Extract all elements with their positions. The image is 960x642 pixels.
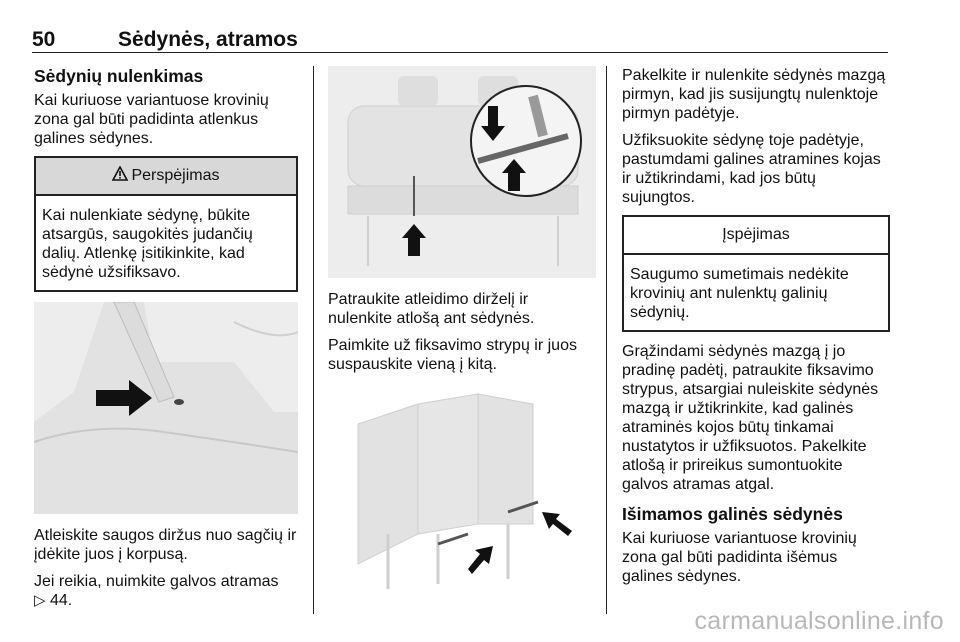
para-remove-headrests-text: Jei reikia, nuimkite galvos atramas: [34, 573, 279, 590]
para-return-seat: Grąžindami sėdynės mazgą į jo pradinę padėtį, patraukite fiksavimo strypus, atsargiai nuleiskite sėdynės mazgą ir užtikrinkite, kad galinės atraminės kojos būtų tinkamai nustatytos ir užfiksuotos. Pakelkite atlošą ir prireikus sumontuokite galvos atramas atgal.: [622, 343, 879, 493]
notice-text: Saugumo sumetimais nedėkite krovinių ant nulenktų galinių sėdynių.: [630, 266, 849, 321]
warning-box-header: [36, 158, 296, 196]
warning-box: [34, 156, 298, 292]
column-1: [34, 66, 298, 618]
warning-triangle-icon: [112, 166, 128, 186]
para-remove-headrests: [34, 572, 298, 610]
site-watermark: carmanualsonline.info: [694, 607, 944, 635]
column-3: [622, 66, 890, 594]
chapter-title: Sėdynės, atramos: [118, 28, 298, 51]
section-heading-folding: Sėdynių nulenkimas: [34, 66, 204, 86]
figure-seatbelt-buckle: [34, 302, 298, 514]
notice-title: Įspėjimas: [722, 226, 790, 243]
warning-text: Kai nulenkiate sėdynę, būkite atsargūs, saugokitės judančių dalių. Atlenkę įsitikinkite, kad sėdynė užsifiksavo.: [42, 207, 253, 281]
figure-release-strap: [328, 66, 596, 278]
para-squeeze-rods: Paimkite už fiksavimo strypų ir juos suspauskite vieną į kitą.: [328, 337, 577, 373]
para-pull-strap: Patraukite atleidimo dirželį ir nulenkite atlošą ant sėdynės.: [328, 291, 535, 327]
column-2: [328, 66, 596, 596]
notice-box: [622, 215, 890, 332]
notice-box-header: [624, 217, 888, 255]
header-rule: [32, 52, 888, 53]
column-divider-2: [606, 66, 607, 614]
warning-title: Perspėjimas: [131, 167, 220, 184]
page-reference: 44.: [50, 592, 73, 609]
intro-paragraph: Kai kuriuose variantuose krovinių zona gal būti padidinta atlenkus galines sėdynes.: [34, 92, 269, 147]
section-heading-removable-seats: Išimamos galinės sėdynės: [622, 504, 843, 524]
page-number: 50: [32, 28, 56, 51]
para-stow-belts: Atleiskite saugos diržus nuo sagčių ir įdėkite juos į korpusą.: [34, 527, 297, 563]
column-divider-1: [313, 66, 314, 614]
para-remove-seats: Kai kuriuose variantuose krovinių zona gal būti padidinta išėmus galines sėdynes.: [622, 530, 857, 585]
page-reference-icon: ▷: [34, 592, 46, 609]
para-fold-forward: Pakelkite ir nulenkite sėdynės mazgą pirmyn, kad jis susijungtų nulenktoje pirmyn padėtyje.: [622, 67, 886, 122]
para-lock-legs: Užfiksuokite sėdynę toje padėtyje, pastumdami galines atramines kojas ir užtikrindami, kad jos būtų sujungtos.: [622, 132, 881, 206]
figure-locking-rods: [328, 384, 596, 596]
page-header: [32, 28, 888, 50]
